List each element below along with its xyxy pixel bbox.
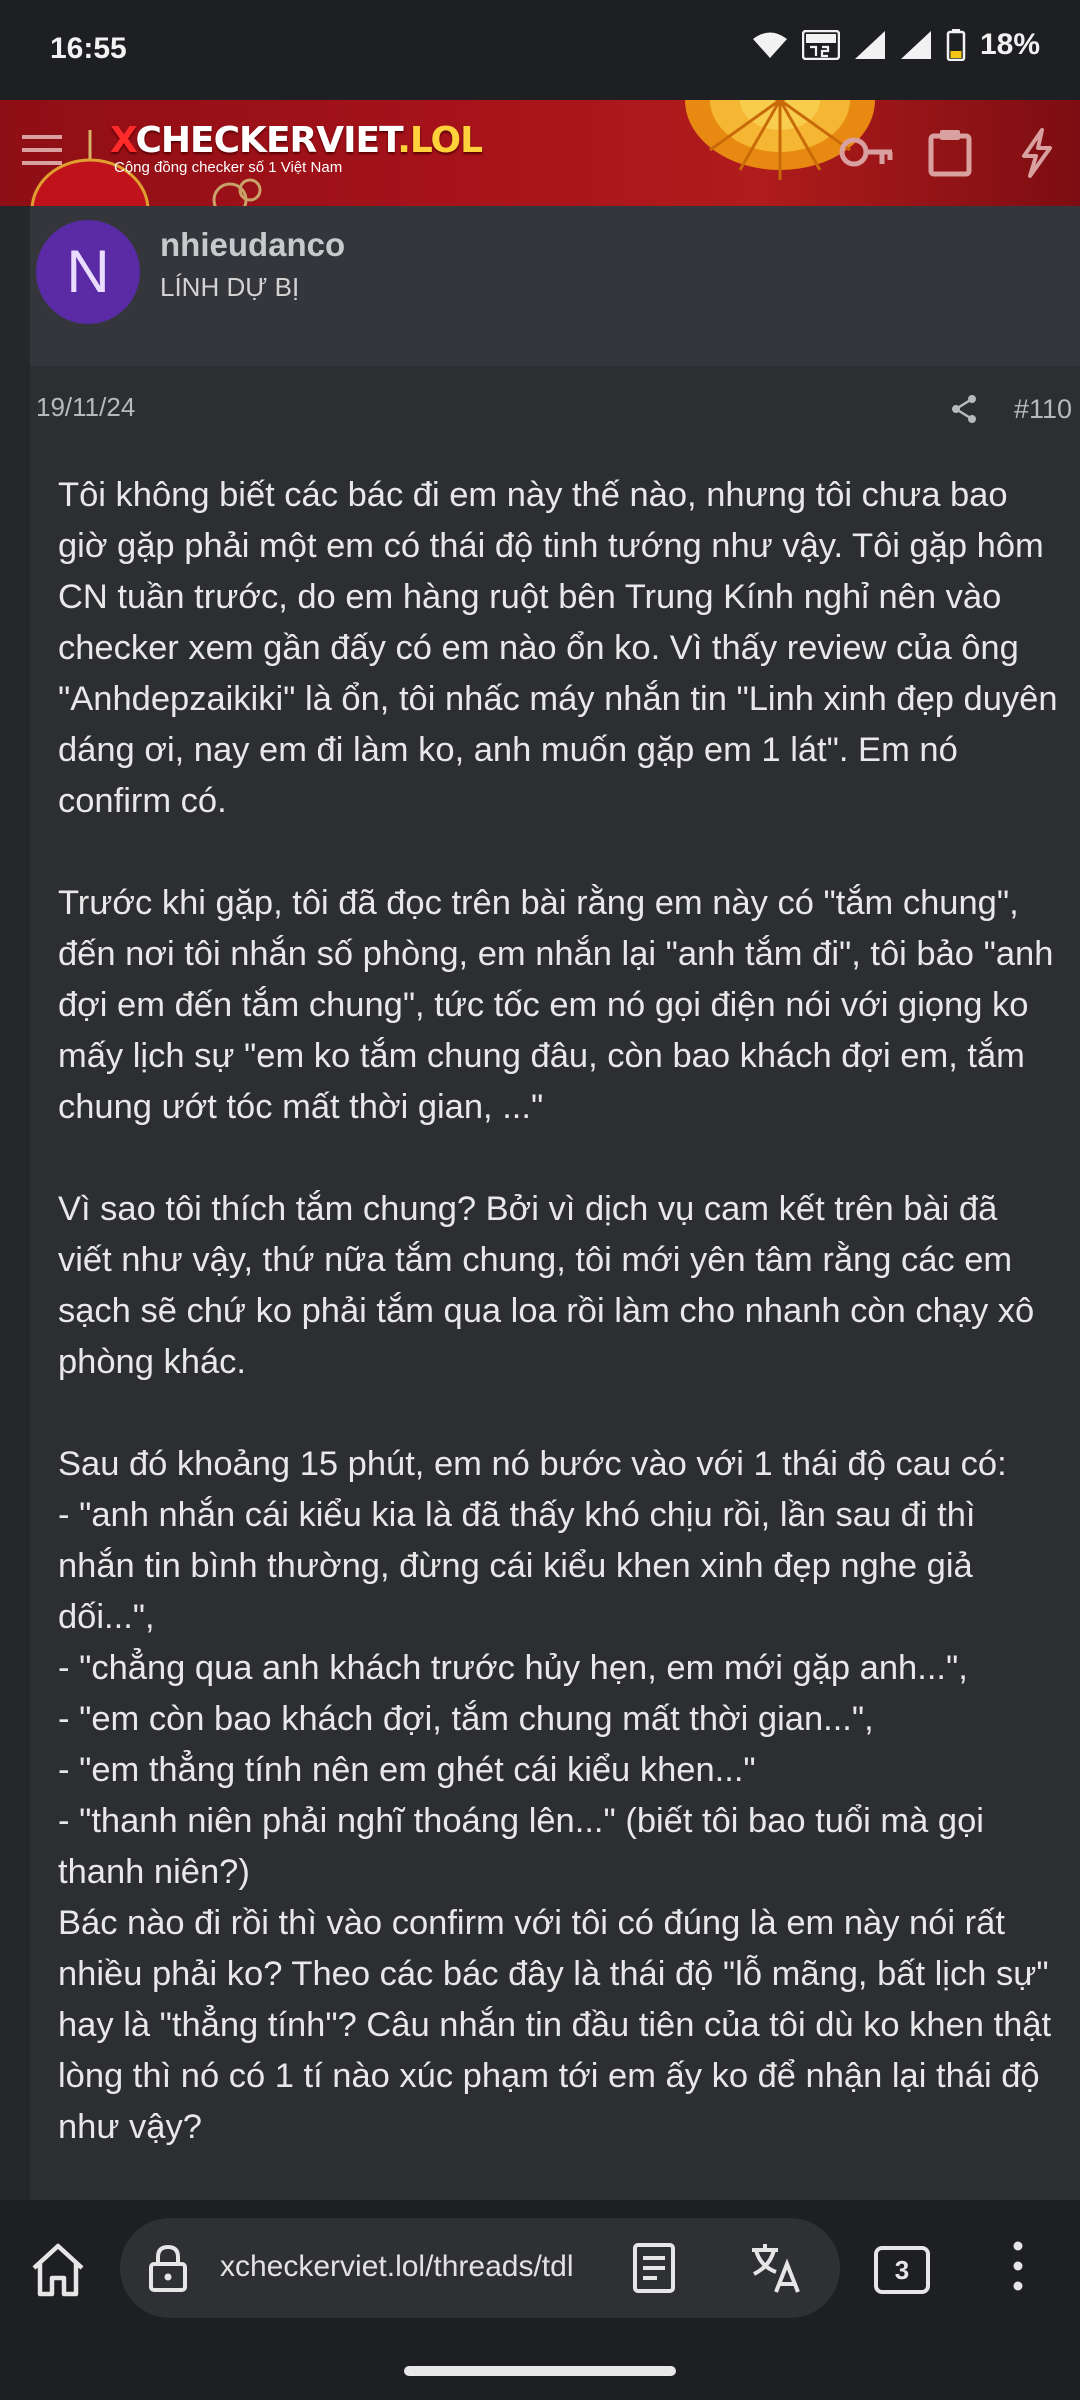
message-line: - "em thẳng tính nên em ghét cái kiểu khen..." bbox=[58, 1751, 756, 1789]
url-text[interactable]: xcheckerviet.lol/threads/tdl bbox=[220, 2250, 574, 2283]
message-paragraph: Trước khi gặp, tôi đã đọc trên bài rằng em này có "tắm chung", đến nơi tôi nhắn số phòng, em nhắn lại "anh tắm đi", tôi bảo "anh đợi em đến tắm chung", tức tốc em nó gọi điện nói với giọng ko mấy lịch sự "em ko tắm chung đâu, còn bao khách đợi em, tắm chung ướt tóc mất thời gian, ..." bbox=[58, 884, 1054, 1126]
site-header bbox=[0, 100, 1080, 206]
address-bar[interactable] bbox=[120, 2218, 840, 2318]
volte-icon bbox=[802, 30, 840, 60]
share-icon[interactable] bbox=[950, 394, 978, 424]
menu-icon[interactable] bbox=[22, 133, 62, 167]
translate-icon[interactable] bbox=[748, 2240, 802, 2294]
gesture-bar[interactable] bbox=[404, 2366, 676, 2376]
username[interactable]: nhieudanco bbox=[160, 226, 346, 263]
post-message bbox=[58, 470, 1058, 2153]
more-options-icon[interactable] bbox=[1010, 2240, 1026, 2292]
status-icons bbox=[752, 28, 1040, 62]
message-paragraph: Vì sao tôi thích tắm chung? Bởi vì dịch vụ cam kết trên bài đã viết như vậy, thứ nữa tắm chung, tôi mới yên tâm rằng các em sạch sẽ chứ ko phải tắm qua loa rồi làm cho nhanh còn chạy xô phòng khác. bbox=[58, 1190, 1035, 1381]
browser-bar bbox=[0, 2200, 1080, 2400]
post-date[interactable]: 19/11/24 bbox=[36, 392, 136, 422]
message-line: - "em còn bao khách đợi, tắm chung mất thời gian...", bbox=[58, 1700, 874, 1738]
message-paragraph: Tôi không biết các bác đi em này thế nào, nhưng tôi chưa bao giờ gặp phải một em có thái độ tinh tướng như vậy. Tôi gặp hôm CN tuần trước, do em hàng ruột bên Trung Kính nghỉ nên vào checker xem gần đấy có em nào ổn ko. Vì thấy review của ông "Anhdepzaikiki" là ổn, tôi nhấc máy nhắn tin "Linh xinh đẹp duyên dáng ơi, nay em đi làm ko, anh muốn gặp em 1 lát". Em nó confirm có. bbox=[58, 476, 1058, 820]
post-number[interactable]: #110 bbox=[1013, 394, 1072, 424]
message-line: - "anh nhắn cái kiểu kia là đã thấy khó chịu rồi, lần sau đi thì nhắn tin bình thường, đừng cái kiểu khen xinh đẹp nghe giả dối...", bbox=[58, 1496, 976, 1636]
logo-name: CHECKERVIET bbox=[135, 120, 398, 161]
signal-icon-2 bbox=[900, 30, 932, 60]
lock-icon[interactable] bbox=[148, 2244, 188, 2292]
battery-icon bbox=[946, 29, 966, 61]
left-rail bbox=[0, 206, 30, 2200]
status-time: 16:55 bbox=[50, 32, 127, 65]
battery-percent: 18% bbox=[979, 28, 1040, 61]
home-icon[interactable] bbox=[30, 2242, 86, 2298]
tab-count-button[interactable]: 3 bbox=[874, 2246, 930, 2294]
wifi-icon bbox=[752, 30, 788, 60]
clipboard-icon[interactable] bbox=[928, 128, 972, 178]
signal-icon bbox=[854, 30, 886, 60]
reader-mode-icon[interactable] bbox=[632, 2242, 676, 2294]
post-user-block bbox=[30, 206, 1080, 366]
message-line: - "chẳng qua anh khách trước hủy hẹn, em mới gặp anh...", bbox=[58, 1649, 968, 1687]
logo-x: X bbox=[110, 120, 136, 161]
user-title: LÍNH DỰ BỊ bbox=[160, 272, 300, 302]
avatar[interactable]: N bbox=[36, 220, 140, 324]
status-bar bbox=[0, 0, 1080, 100]
logo-tagline: Cộng đồng checker số 1 Việt Nam bbox=[114, 159, 343, 176]
lightning-icon[interactable] bbox=[1020, 128, 1054, 178]
logo-tld: .LOL bbox=[397, 120, 483, 161]
key-icon[interactable] bbox=[838, 128, 894, 178]
message-line: Sau đó khoảng 15 phút, em nó bước vào với 1 thái độ cau có: bbox=[58, 1445, 1007, 1483]
message-line: - "thanh niên phải nghĩ thoáng lên..." (biết tôi bao tuổi mà gọi thanh niên?) bbox=[58, 1802, 984, 1891]
site-logo[interactable] bbox=[110, 120, 482, 176]
logo-text bbox=[110, 120, 482, 161]
message-line: Bác nào đi rồi thì vào confirm với tôi có đúng là em này nói rất nhiều phải ko? Theo các bác đây là thái độ "lỗ mãng, bất lịch sự" hay là "thẳng tính"? Câu nhắn tin đầu tiên của tôi dù ko khen thật lòng thì nó có 1 tí nào xúc phạm tới em ấy ko để nhận lại thái độ như vậy? bbox=[58, 1904, 1052, 2146]
